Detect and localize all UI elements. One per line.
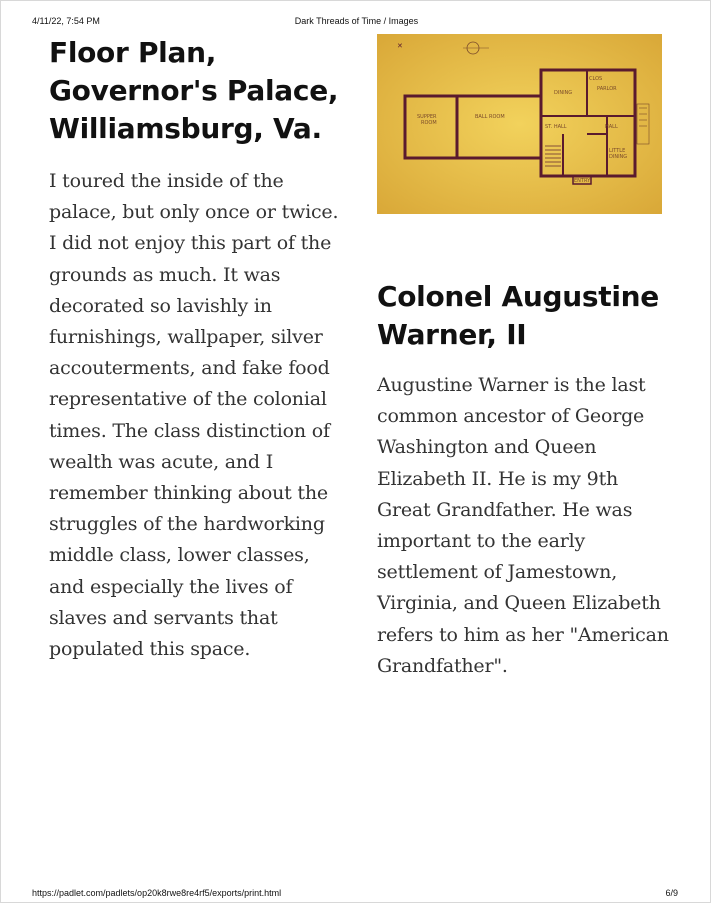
post-body-augustine-warner: Augustine Warner is the last common ancestor of George Washington and Queen Elizabeth II. He is my 9th Great Grandfather. He was important to the early settlement of Jamestown, Virginia, and Queen Elizabeth refers to him as her "American Grandfather". xyxy=(377,374,669,677)
post-title-floor-plan: Floor Plan, Governor's Palace, Williamsburg, Va. xyxy=(49,36,339,145)
plan-label-st-hall: ST. HALL xyxy=(545,124,567,130)
floor-plan-image[interactable] xyxy=(377,34,662,214)
plan-label-supper-room: ROOM xyxy=(421,120,437,126)
plan-label-little: LITTLE xyxy=(609,148,626,154)
svg-text:✕: ✕ xyxy=(397,42,403,50)
print-page-number: 6/9 xyxy=(665,888,678,898)
plan-label-little-dining: DINING xyxy=(609,154,628,160)
print-page-title: Dark Threads of Time / Images xyxy=(294,16,419,26)
plan-label-parlor: PARLOR xyxy=(597,86,617,92)
plan-label-ballroom: BALL ROOM xyxy=(475,114,505,120)
floor-plan-drawing xyxy=(377,34,662,214)
plan-label-entry: ENTRY xyxy=(574,178,591,184)
plan-label-supper: SUPPER xyxy=(417,114,437,120)
plan-label-hall: HALL xyxy=(605,124,618,130)
post-body-floor-plan: I toured the inside of the palace, but only once or twice. I did not enjoy this part of the grounds as much. It was decorated so lavishly in furnishings, wallpaper, silver accouterments, and fake food representative of the colonial times. The class distinction of wealth was acute, and I remember thinking about the struggles of the hardworking middle class, lower classes, and especially the lives of slaves and servants that populated this space. xyxy=(49,170,339,661)
post-title-augustine-warner: Colonel Augustine Warner, II xyxy=(377,280,659,351)
plan-label-dining: DINING xyxy=(554,90,573,96)
print-datetime: 4/11/22, 7:54 PM xyxy=(32,16,100,26)
print-url: https://padlet.com/padlets/op20k8rwe8re4rf5/exports/print.html xyxy=(32,888,282,898)
plan-label-closet: CLOS xyxy=(589,76,603,82)
